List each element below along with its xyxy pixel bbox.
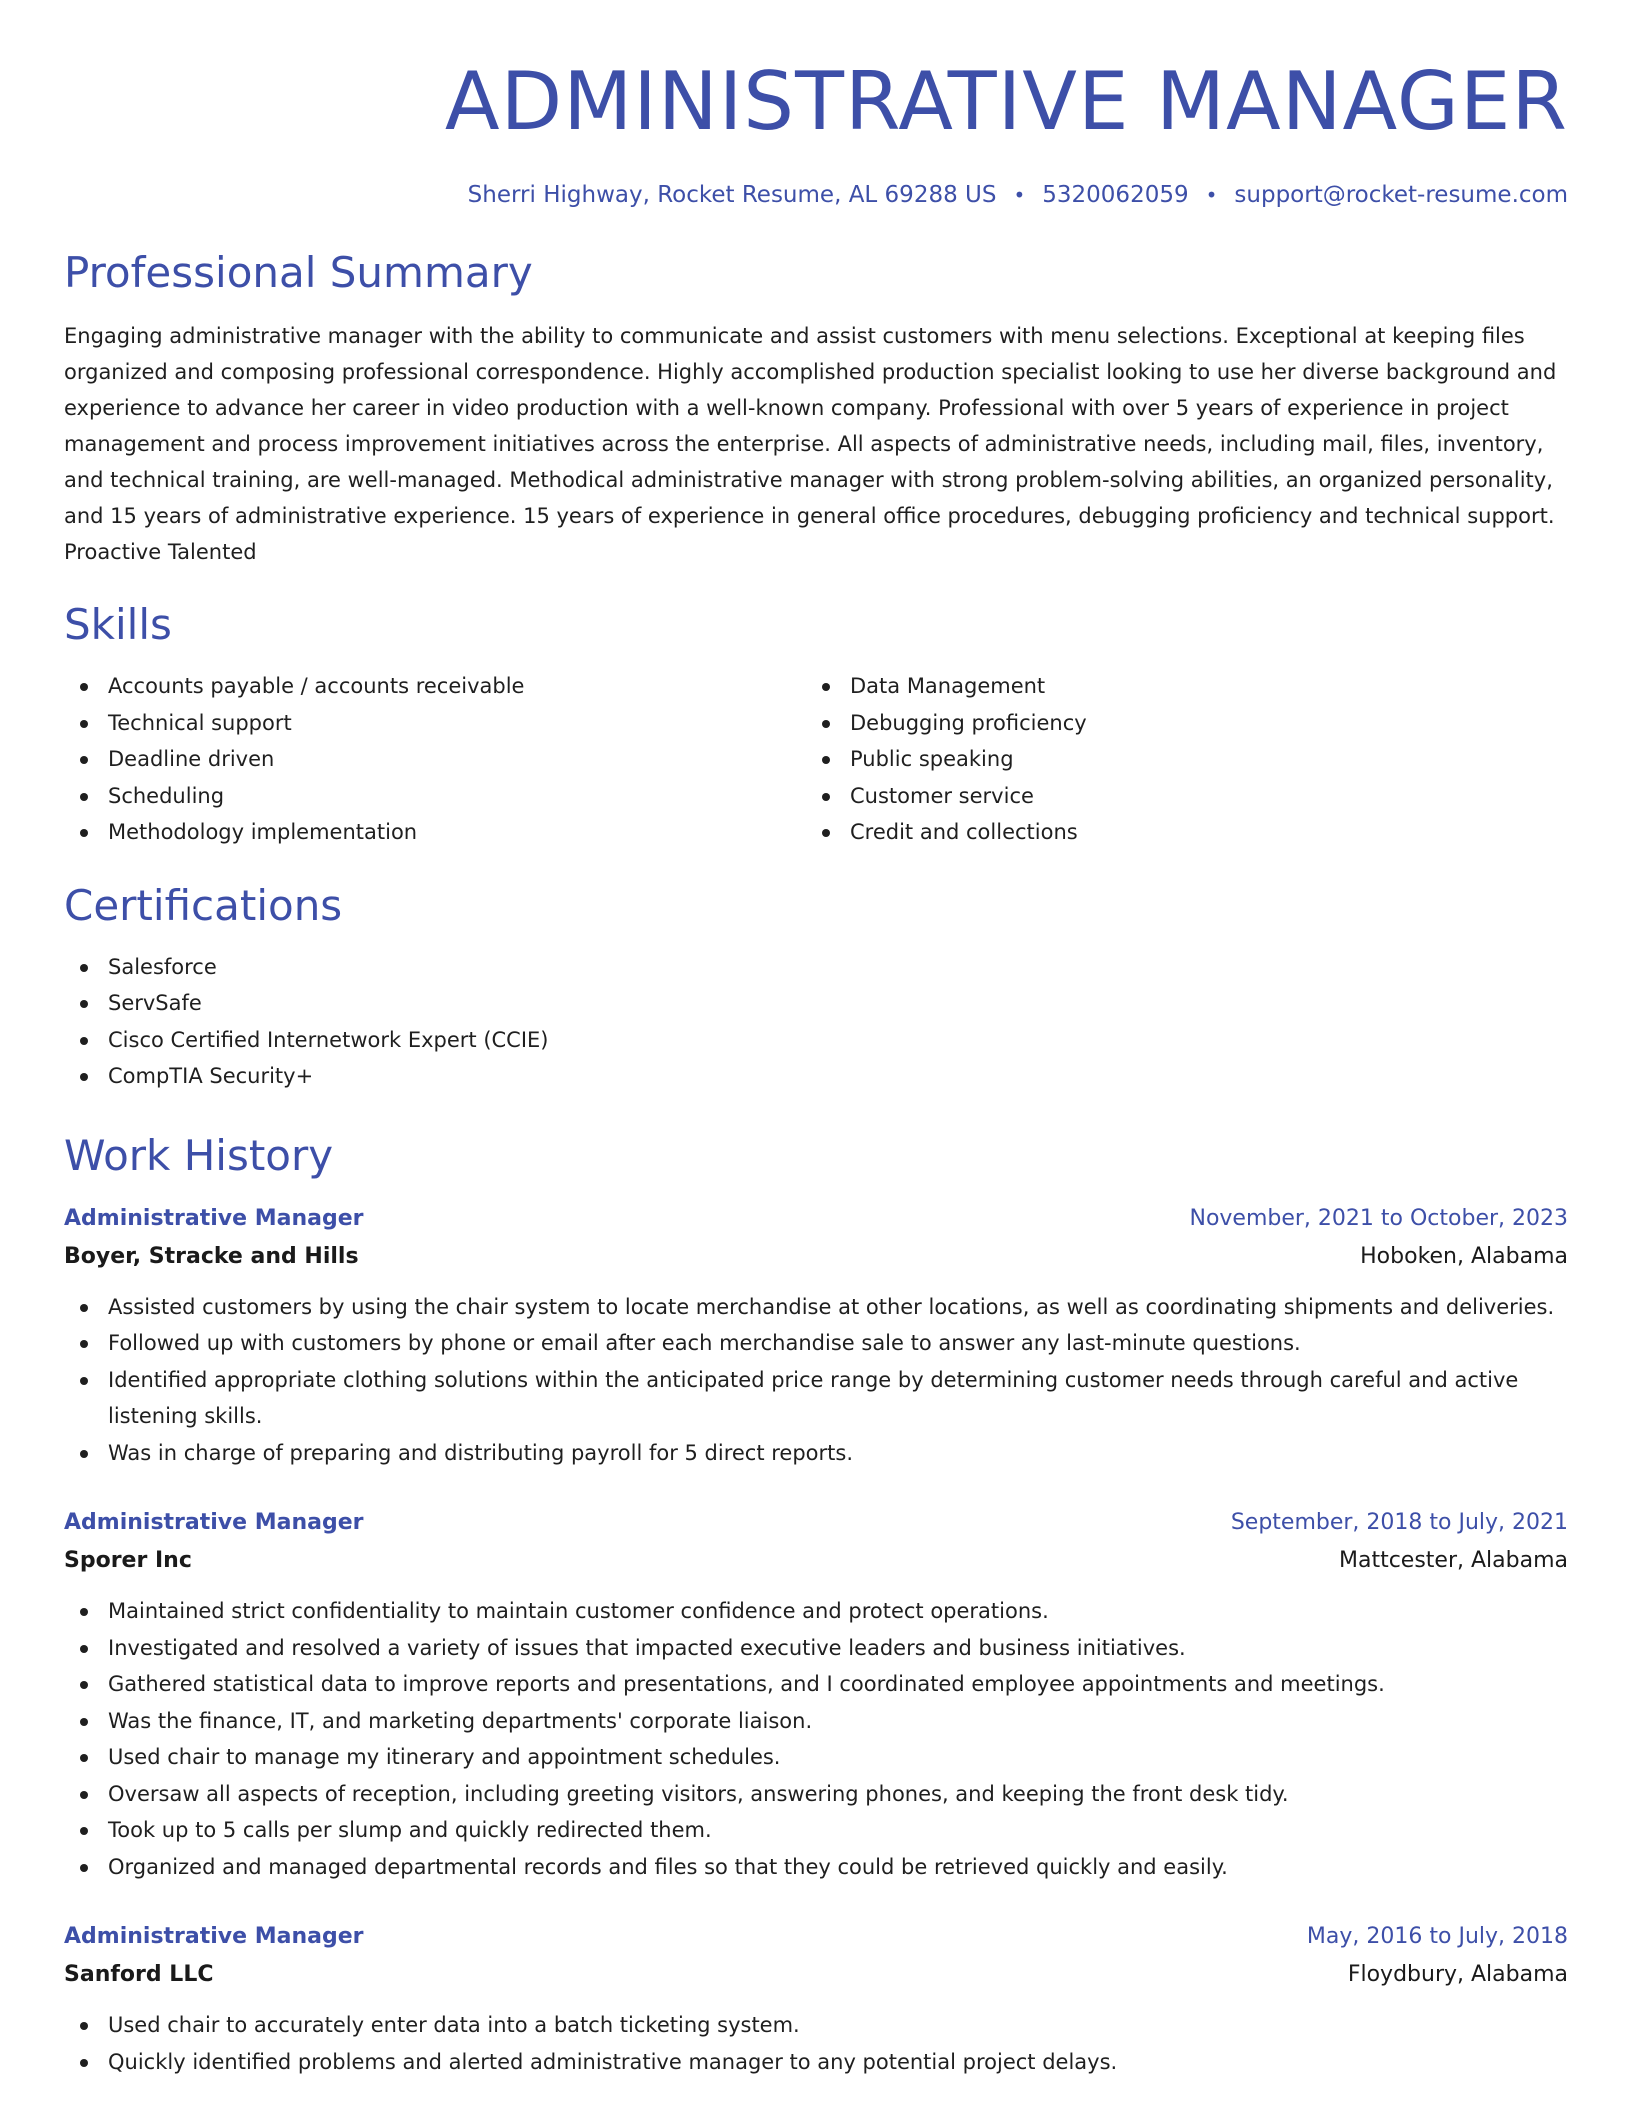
- job-duty: Identified appropriate clothing solutions within the anticipated price range by determining customer needs through careful and active listening skills.: [64, 1362, 1568, 1435]
- skill-item: Credit and collections: [806, 814, 1548, 851]
- skill-item: Data Management: [806, 668, 1548, 705]
- job-entry: [64, 1505, 1568, 1885]
- job-duty: Used chair to accurately enter data into a batch ticketing system.: [64, 2007, 1568, 2044]
- job-duty: Assisted customers by using the chair system to locate merchandise at other locations, as well as coordinating shipments and deliveries.: [64, 1289, 1568, 1326]
- job-dates: September, 2018 to July, 2021: [1230, 1510, 1568, 1535]
- job-title: Administrative Manager: [64, 1510, 364, 1535]
- job-location: Mattcester, Alabama: [1338, 1548, 1568, 1573]
- job-title: Administrative Manager: [64, 1205, 364, 1231]
- skill-item: Scheduling: [64, 778, 806, 815]
- job-title-row: [64, 1201, 1568, 1237]
- job-duty: Organized and managed departmental records and files so that they could be retrieved quickly and easily.: [64, 1849, 1568, 1886]
- job-duty: Was the finance, IT, and marketing departments' corporate liaison.: [64, 1703, 1568, 1740]
- certifications-list: [64, 949, 1568, 1095]
- job-duty: Gathered statistical data to improve reports and presentations, and I coordinated employee appointments and meetings.: [64, 1666, 1568, 1703]
- job-title: Administrative Manager: [64, 1924, 364, 1949]
- summary-text: Engaging administrative manager with the ability to communicate and assist customers with menu selections. Exceptional at keeping files organized and composing professional correspondence. Highly accomplished production specialist looking to use her diverse background and experience to advance her career in video production with a well-known company. Professional with over 5 years of experience in project management and process improvement initiatives across the enterprise. All aspects of administrative needs, including mail, files, inventory, and technical training, are well-managed. Methodical administrative manager with strong problem-solving abilities, an organized personality, and 15 years of administrative experience. 15 years of experience in general office procedures, debugging proficiency and technical support. Proactive Talented: [64, 324, 1557, 564]
- job-company-row: [64, 1237, 1568, 1277]
- skill-item: Technical support: [64, 705, 806, 742]
- job-dates: May, 2016 to July, 2018: [1306, 1924, 1568, 1949]
- job-duty: Oversaw all aspects of reception, including greeting visitors, answering phones, and keeping the front desk tidy.: [64, 1776, 1568, 1813]
- contact-email: support@rocket-resume.com: [1234, 182, 1568, 208]
- job-company-row: [64, 1541, 1568, 1581]
- summary-heading: Professional Summary: [64, 248, 533, 297]
- certification-item: Cisco Certified Internetwork Expert (CCIE): [64, 1022, 1568, 1059]
- skills-heading: Skills: [64, 600, 172, 649]
- certification-item: CompTIA Security+: [64, 1058, 1568, 1095]
- job-company: Sporer Inc: [64, 1548, 192, 1573]
- job-duty: Quickly identified problems and alerted administrative manager to any potential project delays.: [64, 2044, 1568, 2081]
- skills-columns: [64, 668, 1568, 851]
- job-duty: Took up to 5 calls per slump and quickly redirected them.: [64, 1812, 1568, 1849]
- skill-item: Public speaking: [806, 741, 1548, 778]
- skill-item: Customer service: [806, 778, 1548, 815]
- skill-item: Debugging proficiency: [806, 705, 1548, 742]
- work-history-heading: Work History: [64, 1130, 334, 1180]
- job-company: Boyer, Stracke and Hills: [64, 1243, 359, 1269]
- job-entry: [64, 1201, 1568, 1472]
- job-location: Hoboken, Alabama: [1360, 1243, 1568, 1269]
- resume-name-heading: ADMINISTRATIVE MANAGER: [444, 55, 1568, 148]
- contact-separator: •: [1205, 183, 1218, 207]
- certification-item: ServSafe: [64, 985, 1568, 1022]
- contact-phone: 5320062059: [1042, 182, 1189, 208]
- job-duty: Maintained strict confidentiality to maintain customer confidence and protect operations.: [64, 1593, 1568, 1630]
- certifications-heading: Certifications: [64, 880, 343, 930]
- skill-item: Deadline driven: [64, 741, 806, 778]
- job-duties-list: [64, 1289, 1568, 1472]
- skill-item: Methodology implementation: [64, 814, 806, 851]
- job-title-row: [64, 1505, 1568, 1541]
- job-duty: Was in charge of preparing and distributing payroll for 5 direct reports.: [64, 1435, 1568, 1472]
- job-duty: Used chair to manage my itinerary and appointment schedules.: [64, 1739, 1568, 1776]
- resume-page: [64, 0, 1568, 2080]
- job-duty: Followed up with customers by phone or email after each merchandise sale to answer any last-minute questions.: [64, 1325, 1568, 1362]
- job-entry: [64, 1919, 1568, 2080]
- contact-address: Sherri Highway, Rocket Resume, AL 69288 US: [467, 182, 997, 208]
- contact-separator: •: [1013, 183, 1026, 207]
- job-company: Sanford LLC: [64, 1962, 214, 1987]
- skills-list-right: [806, 668, 1548, 851]
- job-company-row: [64, 1955, 1568, 1995]
- job-duty: Investigated and resolved a variety of issues that impacted executive leaders and business initiatives.: [64, 1630, 1568, 1667]
- job-title-row: [64, 1919, 1568, 1955]
- job-dates: November, 2021 to October, 2023: [1189, 1205, 1568, 1231]
- skill-item: Accounts payable / accounts receivable: [64, 668, 806, 705]
- contact-line: [64, 178, 1568, 212]
- job-location: Floydbury, Alabama: [1347, 1962, 1568, 1987]
- job-duties-list: [64, 2007, 1568, 2080]
- job-duties-list: [64, 1593, 1568, 1885]
- skills-list-left: [64, 668, 806, 851]
- certification-item: Salesforce: [64, 949, 1568, 986]
